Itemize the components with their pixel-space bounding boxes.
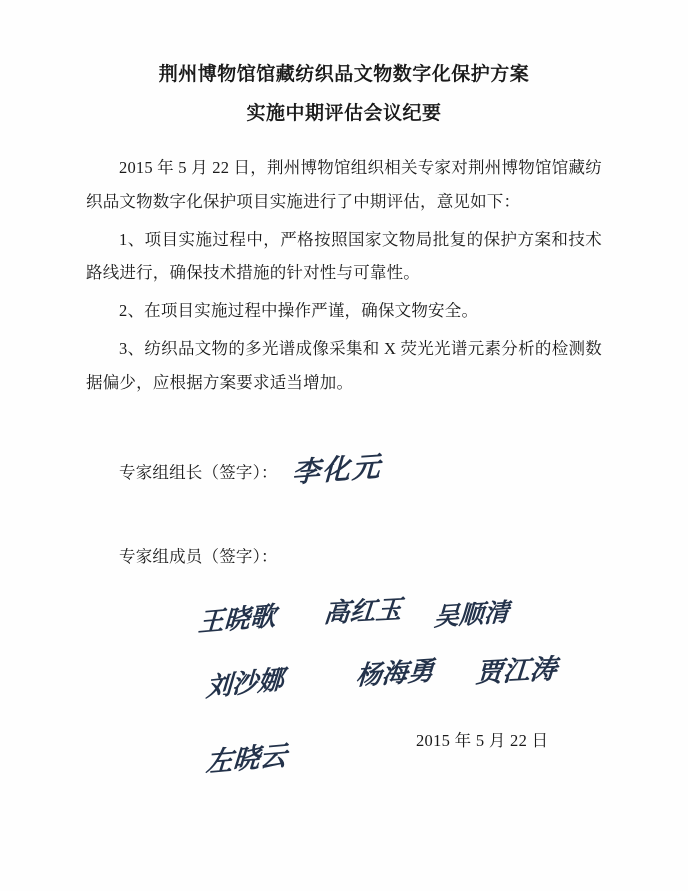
signature-handwriting-member-2: 高红玉 (322, 594, 404, 628)
signature-handwriting-member-7: 左晓云 (204, 739, 288, 778)
signature-handwriting-chairman: 李化元 (291, 451, 383, 489)
members-signature-block (86, 540, 602, 802)
paragraph-item-3: 3、纺织品文物的多光谱成像采集和 X 荧光光谱元素分析的检测数据偏少，应根据方案要求适当增加。 (86, 338, 602, 392)
members-signature-label: 专家组成员（签字）： (119, 546, 278, 566)
chairman-signature-block (86, 451, 602, 516)
signature-handwriting-member-5: 杨海勇 (354, 655, 435, 691)
chairman-signature-label: 专家组组长（签字）： (119, 462, 278, 482)
members-signature-area (86, 577, 602, 802)
page-subtitle: 实施中期评估会议纪要 (246, 103, 442, 125)
signature-handwriting-member-1: 王晓歌 (197, 601, 277, 638)
document-date: 2015 年 5 月 22 日 (416, 730, 549, 750)
paragraph-item-1: 1、项目实施过程中，严格按照国家文物局批复的保护方案和技术路线进行，确保技术措施的针对性与可靠性。 (86, 229, 602, 283)
signature-handwriting-member-6: 贾江涛 (474, 653, 558, 688)
signature-handwriting-member-3: 吴顺清 (433, 598, 510, 632)
paragraph-intro: 2015 年 5 月 22 日，荆州博物馆组织相关专家对荆州博物馆馆藏纺织品文物数字化保护项目实施进行了中期评估，意见如下： (86, 157, 602, 211)
paragraph-item-2: 2、在项目实施过程中操作严谨，确保文物安全。 (119, 301, 479, 321)
signature-handwriting-member-4: 刘沙娜 (205, 664, 285, 702)
document-body (86, 60, 602, 802)
page-title: 荆州博物馆馆藏纺织品文物数字化保护方案 (158, 64, 530, 85)
